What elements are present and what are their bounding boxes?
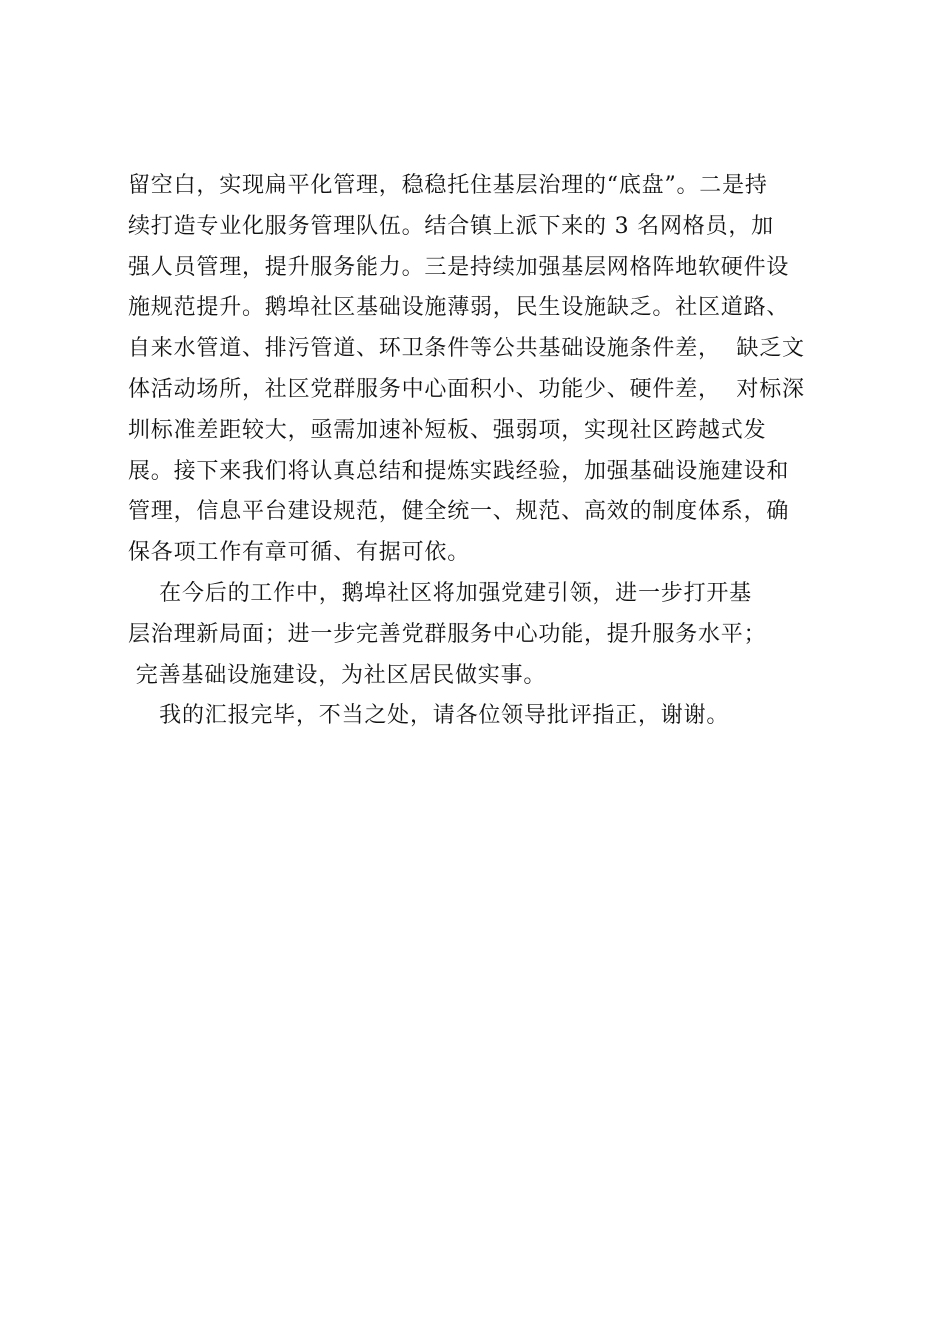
text-line: 展。接下来我们将认真总结和提炼实践经验，加强基础设施建设和 (128, 458, 790, 484)
text-line: 我的汇报完毕，不当之处，请各位领导批评指正，谢谢。 (128, 703, 730, 729)
text-line: 管理，信息平台建设规范，健全统一、规范、高效的制度体系，确 (128, 499, 790, 525)
text-line: 圳标准差距较大，亟需加速补短板、强弱项，实现社区跨越式发 (128, 417, 767, 443)
text-line: 体活动场所，社区党群服务中心面积小、功能少、硬件差， 对标深 (128, 376, 805, 402)
text-line: 保各项工作有章可循、有据可依。 (128, 540, 471, 566)
text-line: 层治理新局面；进一步完善党群服务中心功能，提升服务水平； (128, 621, 767, 647)
text-line: 强人员管理，提升服务能力。三是持续加强基层网格阵地软硬件设 (128, 254, 790, 280)
text-line: 施规范提升。鹅埠社区基础设施薄弱，民生设施缺乏。社区道路、 (128, 295, 790, 321)
text-line: 完善基础设施建设，为社区居民做实事。 (128, 662, 547, 688)
text-line: 续打造专业化服务管理队伍。结合镇上派下来的 3 名网格员，加 (128, 213, 774, 239)
text-line: 在今后的工作中，鹅埠社区将加强党建引领，进一步打开基 (128, 580, 752, 606)
body-text (128, 166, 848, 737)
text-line: 自来水管道、排污管道、环卫条件等公共基础设施条件差， 缺乏文 (128, 336, 805, 362)
text-line: 留空白，实现扁平化管理，稳稳托住基层治理的“底盘”。二是持 (128, 173, 768, 198)
